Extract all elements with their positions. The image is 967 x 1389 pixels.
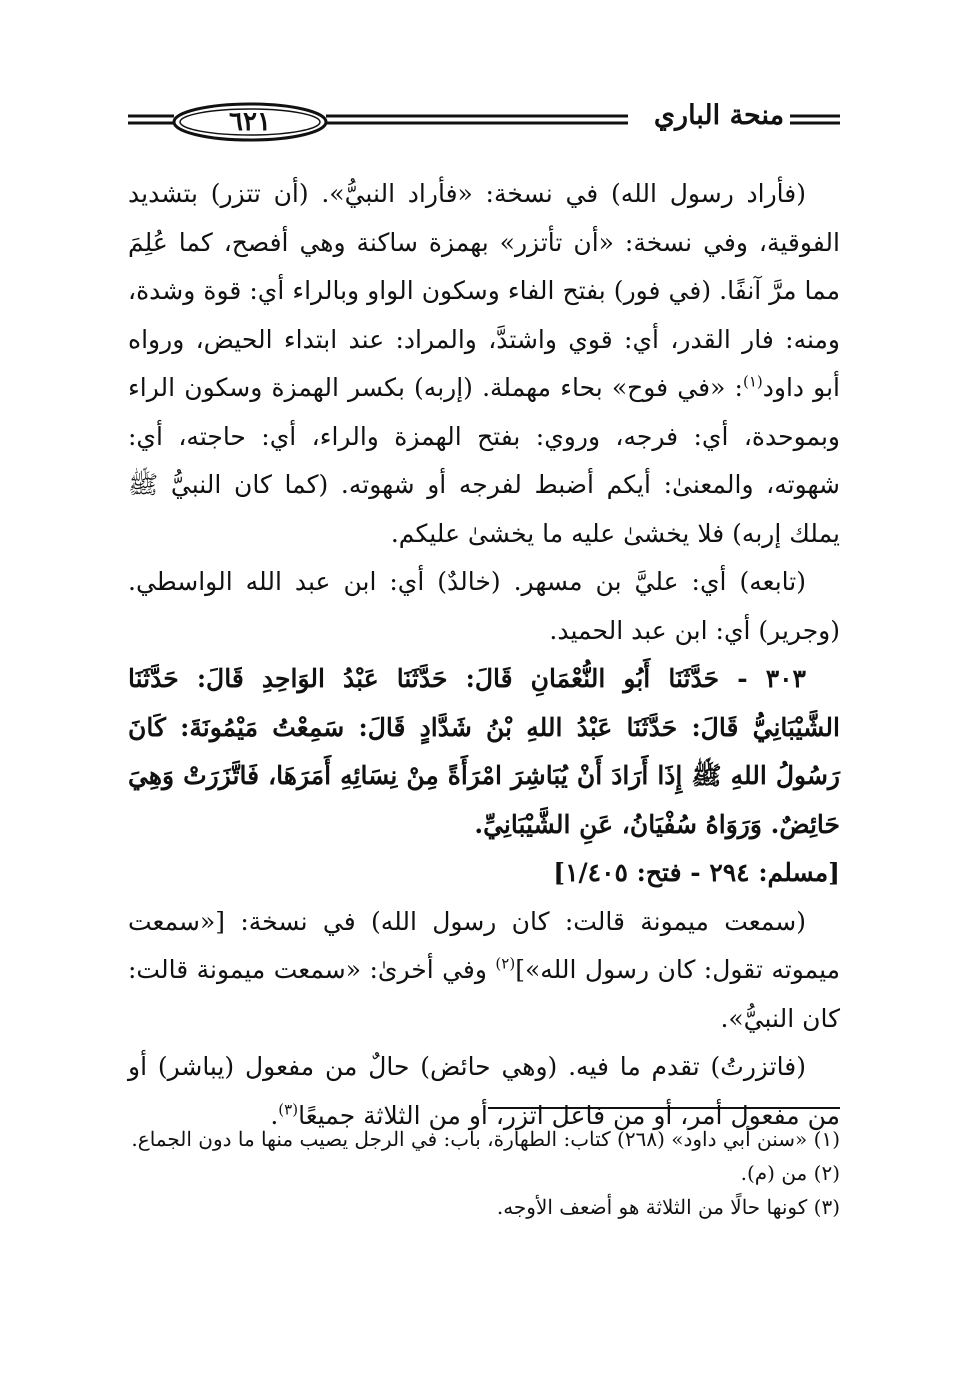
main-text (128, 170, 840, 1140)
paragraph-3-text: (سمعت ميمونة قالت: كان رسول الله) في نسخة: [«سمعت ميموته تقول: كان رسول الله»] (128, 906, 841, 984)
hadith-text: ٣٠٣ - حَدَّثَنَا أَبُو النُّعْمَانِ قَالَ: حَدَّثَنَا عَبْدُ الوَاحِدِ قَالَ: حَدَّثَنَا الشَّيْبَانِيُّ قَالَ: حَدَّثَنَا عَبْدُ اللهِ بْنُ شَدَّادٍ قَالَ: سَمِعْتُ مَيْمُونَةَ: كَانَ رَسُولُ اللهِ ﷺ إِذَا أَرَادَ أَنْ يُبَاشِرَ امْرَأَةً مِنْ نِسَائِهِ أَمَرَهَا، فَاتَّزَرَتْ وَهِيَ حَائِضٌ. وَرَوَاهُ سُفْيَانُ، عَنِ الشَّيْبَانِيِّ. (128, 664, 840, 839)
paragraph-4-text: (فاتزرتُ) تقدم ما فيه. (وهي حائض) حالٌ من مفعول (يباشر) أو من مفعول أمر، أو من فاعل اتزر، أو من الثلاثة جميعًا (128, 1052, 840, 1130)
paragraph-3 (128, 898, 840, 1044)
footnote-1: (١) «سنن أبي داود» (٢٦٨) كتاب: الطهارة، باب: في الرجل يصيب منها ما دون الجماع. (131, 1127, 840, 1151)
paragraph-4-end: . (270, 1100, 279, 1130)
paragraph-2: (تابعه) أي: عليَّ بن مسهر. (خالدٌ) أي: ابن عبد الله الواسطي. (وجرير) أي: ابن عبد الحميد. (128, 567, 840, 645)
page-header (128, 92, 840, 150)
footnote-ref-3: (٣) (278, 1100, 299, 1119)
paragraph-1-text: (فأراد رسول الله) في نسخة: «فأراد النبيُّ». (أن تتزر) بتشديد الفوقية، وفي نسخة: «أن تأتزر» بهمزة ساكنة وهي أفصح، كما عُلِمَ مما مرَّ آنفًا. (في فور) بفتح الفاء وسكون الواو وبالراء أي: قوة وشدة، ومنه: فار القدر، أي: قوي واشتدَّ، والمراد: عند ابتداء الحيض، ورواه أبو داود (128, 179, 840, 402)
footnote-3: (٣) كونها حالًا من الثلاثة هو أضعف الأوجه. (496, 1195, 840, 1219)
page-number: ٦٢١ (229, 107, 271, 137)
hadith-303 (128, 655, 840, 898)
paragraph-1-end: : «في فوح» بحاء مهملة. (إربه) بكسر الهمزة وسكون الراء وبموحدة، أي: فرجه، وروي: بفتح الهمزة والراء، أي: حاجته، أي: شهوته، والمعنىٰ: أيكم أضبط لفرجه أو شهوته. (كما كان النبيُّ ﷺ يملك إربه) فلا يخشىٰ عليه ما يخشىٰ عليكم. (128, 373, 840, 548)
paragraph-3-end: وفي أخرىٰ: «سمعت ميمونة قالت: كان النبيُّ». (128, 955, 840, 1033)
footnotes (124, 1122, 840, 1224)
book-title: منحة الباري (653, 100, 785, 131)
footnote-ref-1: (١) (742, 372, 763, 391)
paragraph-1 (128, 170, 840, 558)
footnote-2: (٢) من (م). (740, 1161, 840, 1185)
footnote-separator (488, 1107, 840, 1109)
footnote-ref-2: (٢) (495, 954, 516, 973)
hadith-reference: [مسلم: ٢٩٤ - فتح: ١/٤٠٥] (553, 858, 840, 887)
